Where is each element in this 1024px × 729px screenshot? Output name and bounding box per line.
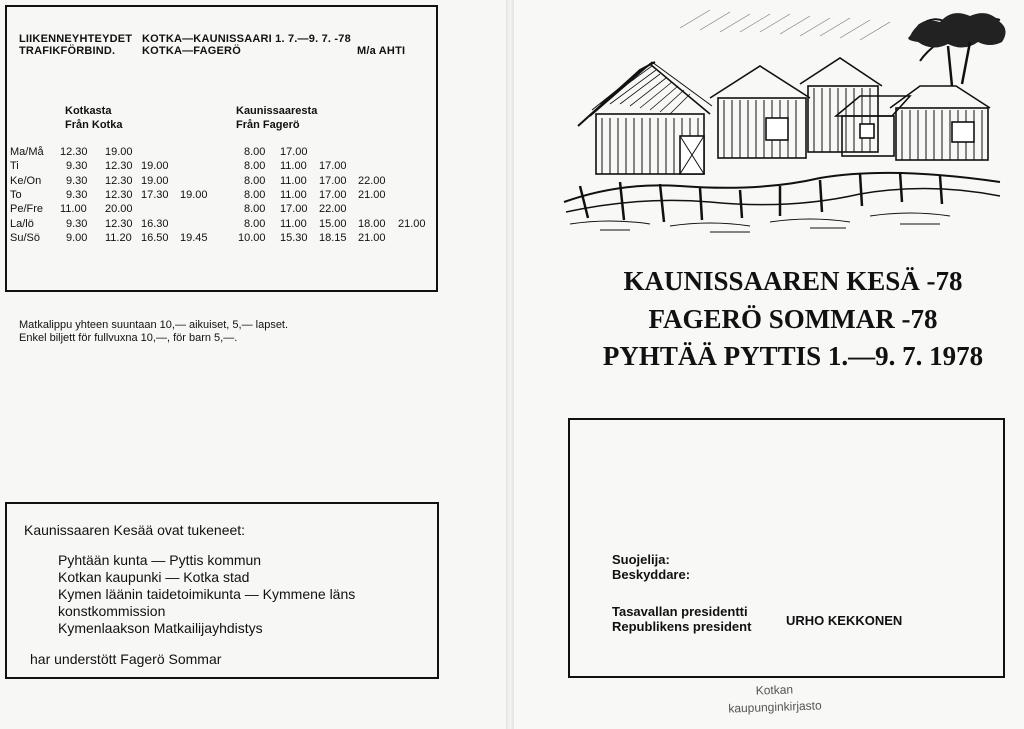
departure-time-island: 11.00 bbox=[280, 217, 307, 230]
patron-label: Suojelija: Beskyddare: bbox=[612, 552, 691, 582]
departure-time-island: 22.00 bbox=[358, 174, 386, 187]
timetable-operator: M/a AHTI bbox=[357, 45, 406, 57]
departure-time-kotka: 19.00 bbox=[105, 146, 133, 158]
timetable-day-label: Su/Sö bbox=[10, 231, 40, 244]
departure-time-kotka: 9.30 bbox=[66, 217, 88, 230]
departure-time-kotka: 19.00 bbox=[141, 160, 169, 173]
departure-time-island: 15.00 bbox=[319, 217, 347, 230]
patron-name: URHO KEKKONEN bbox=[786, 613, 903, 628]
departure-time-island: 17.00 bbox=[280, 146, 308, 158]
cover-title-fi: KAUNISSAAREN KESÄ -78 bbox=[623, 266, 963, 296]
timetable-day-label: Ke/On bbox=[10, 174, 42, 187]
from-island-heading: Kaunissaaresta Från Fagerö bbox=[236, 105, 318, 131]
departure-time-kotka: 9.30 bbox=[66, 174, 88, 187]
supporters-list bbox=[58, 552, 428, 637]
departure-time-island: 8.00 bbox=[244, 188, 266, 201]
departure-time-kotka: 19.00 bbox=[141, 174, 169, 187]
patron-title: Tasavallan presidentti Republikens president bbox=[612, 604, 752, 634]
departure-time-island: 8.00 bbox=[244, 174, 266, 187]
departure-time-kotka: 19.45 bbox=[180, 231, 208, 244]
departure-time-island: 8.00 bbox=[244, 203, 266, 216]
departure-time-kotka: 9.00 bbox=[66, 231, 88, 244]
timetable-day-label: To bbox=[10, 188, 22, 201]
departure-time-island: 8.00 bbox=[244, 160, 266, 173]
departure-time-island: 11.00 bbox=[280, 174, 307, 187]
departure-time-kotka: 19.00 bbox=[180, 188, 208, 201]
departure-time-island: 11.00 bbox=[280, 188, 307, 201]
supporter-item: Kymenlaakson Matkailijayhdistys bbox=[58, 620, 263, 636]
timetable-header-sv-label: TRAFIKFÖRBIND. bbox=[19, 45, 116, 57]
cover-title-place-date: PYHTÄÄ PYTTIS 1.—9. 7. 1978 bbox=[602, 341, 984, 371]
departure-time-island: 15.30 bbox=[280, 231, 308, 244]
departure-time-kotka: 16.50 bbox=[141, 231, 169, 244]
departure-time-island: 18.15 bbox=[319, 231, 347, 244]
departure-time-island: 22.00 bbox=[319, 203, 347, 216]
departure-time-kotka: 9.30 bbox=[66, 188, 88, 201]
timetable-route-fi: KOTKA—KAUNISSAARI 1. 7.—9. 7. -78 bbox=[142, 33, 351, 45]
supporter-item: Kymen läänin taidetoimikunta — Kymmene läns konstkommission bbox=[58, 586, 356, 619]
timetable-day-label: Ti bbox=[10, 160, 19, 173]
departure-time-island: 10.00 bbox=[238, 231, 266, 244]
cover-title-sv: FAGERÖ SOMMAR -78 bbox=[648, 304, 938, 334]
timetable-day-label: La/lö bbox=[10, 217, 34, 230]
departure-time-kotka: 11.00 bbox=[60, 203, 87, 216]
departure-time-island: 17.00 bbox=[319, 188, 347, 201]
supporters-footer: har understött Fagerö Sommar bbox=[30, 651, 222, 667]
departure-time-island: 18.00 bbox=[358, 217, 386, 230]
timetable-header-fi-label: LIIKENNEYHTEYDET bbox=[19, 33, 133, 45]
departure-time-kotka: 9.30 bbox=[66, 160, 88, 173]
departure-time-kotka: 16.30 bbox=[141, 217, 169, 230]
fare-fi: Matkalippu yhteen suuntaan 10,— aikuiset, 5,— lapset. bbox=[19, 319, 289, 331]
from-kotka-heading: Kotkasta Från Kotka bbox=[65, 105, 123, 131]
timetable-route-sv: KOTKA—FAGERÖ bbox=[142, 45, 241, 57]
departure-time-kotka: 12.30 bbox=[105, 217, 133, 230]
page-fold bbox=[506, 0, 514, 729]
timetable-day-label: Pe/Fre bbox=[10, 203, 44, 216]
departure-time-kotka: 12.30 bbox=[105, 160, 133, 173]
departure-time-island: 17.00 bbox=[319, 174, 347, 187]
departure-time-kotka: 12.30 bbox=[105, 188, 133, 201]
library-stamp: Kotkan kaupunginkirjasto bbox=[728, 682, 822, 716]
departure-time-kotka: 11.20 bbox=[105, 231, 132, 244]
departure-time-island: 21.00 bbox=[398, 217, 426, 230]
supporter-item: Pyhtään kunta — Pyttis kommun bbox=[58, 552, 262, 568]
departure-time-island: 8.00 bbox=[244, 146, 266, 158]
departure-time-island: 17.00 bbox=[280, 203, 308, 216]
departure-time-island: 21.00 bbox=[358, 188, 386, 201]
departure-time-island: 17.00 bbox=[319, 160, 347, 173]
patron-box bbox=[568, 418, 1005, 678]
supporters-title: Kaunissaaren Kesää ovat tukeneet: bbox=[24, 522, 246, 538]
departure-time-kotka: 20.00 bbox=[105, 203, 133, 216]
departure-time-island: 21.00 bbox=[358, 231, 386, 244]
timetable-day-label: Ma/Må bbox=[10, 146, 44, 158]
fare-sv: Enkel biljett för fullvuxna 10,—, för barn 5,—. bbox=[19, 332, 238, 344]
supporter-item: Kotkan kaupunki — Kotka stad bbox=[58, 569, 250, 585]
departure-time-island: 11.00 bbox=[280, 160, 307, 173]
boathouses-sketch-illustration bbox=[560, 6, 1012, 238]
departure-time-kotka: 12.30 bbox=[60, 146, 88, 158]
departure-time-kotka: 12.30 bbox=[105, 174, 133, 187]
departure-time-island: 8.00 bbox=[244, 217, 266, 230]
departure-time-kotka: 17.30 bbox=[141, 188, 169, 201]
